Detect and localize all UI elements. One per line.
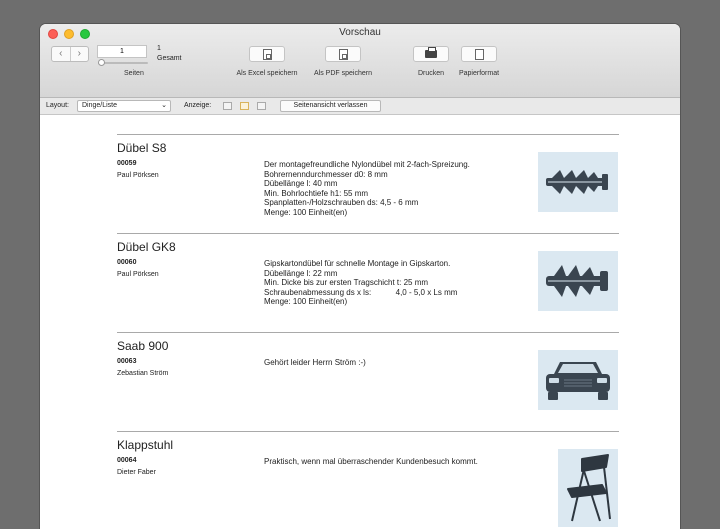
item-title: Saab 900 [117, 339, 169, 353]
exit-page-view-button[interactable]: Seitenansicht verlassen [280, 100, 381, 112]
excel-file-icon [263, 49, 272, 60]
car-image [538, 350, 618, 410]
layout-select-value: Dinge/Liste [82, 102, 118, 109]
save-as-pdf-button[interactable] [325, 46, 361, 62]
wall-plug-image [538, 152, 618, 212]
window-title: Vorschau [339, 27, 381, 38]
previous-page-button[interactable]: ‹ [52, 47, 70, 61]
save-as-excel-button[interactable] [249, 46, 285, 62]
drywall-plug-image [538, 251, 618, 311]
item-description [264, 160, 534, 217]
page-format-icon [475, 49, 484, 60]
grid-view-icon[interactable] [257, 102, 266, 110]
description-line: Min. Bohrlochtiefe h1: 55 mm [264, 188, 369, 198]
item-owner: Dieter Faber [117, 469, 156, 476]
description-line: Gipskartondübel für schnelle Montage in Gipskarton. [264, 259, 451, 268]
layout-label: Layout: [46, 102, 69, 109]
description-line: Menge: 100 Einheit(en) [264, 207, 348, 217]
page-navigation [51, 46, 89, 62]
item-owner: Paul Pörksen [117, 271, 159, 278]
save-as-excel-label: Als Excel speichern [236, 70, 298, 77]
description-line: Schraubenabmessung ds x ls: 4,0 - 5,0 x Ls mm [264, 287, 458, 297]
total-pages-count: 1 [157, 45, 161, 52]
description-line: Menge: 100 Einheit(en) [264, 297, 348, 306]
item-description [264, 358, 534, 368]
chevron-updown-icon: ⌄ [161, 102, 167, 109]
page-format-label: Papierformat [458, 70, 500, 77]
item-title: Klappstuhl [117, 438, 174, 452]
item-description [264, 259, 534, 307]
layout-bar [40, 98, 680, 115]
print-label: Drucken [417, 70, 445, 77]
description-line: Gehört leider Herrn Ström :-) [264, 358, 366, 367]
item-title: Dübel GK8 [117, 240, 176, 254]
description-line: Min. Dicke bis zur ersten Tragschicht t: 25 mm [264, 278, 429, 287]
list-item [117, 431, 619, 529]
drywall-plug-icon [538, 251, 618, 311]
toolbar [40, 24, 680, 98]
pdf-file-icon [339, 49, 348, 60]
pages-label: Seiten [124, 70, 144, 77]
page-slider-knob[interactable] [98, 59, 105, 66]
item-title: Dübel S8 [117, 141, 167, 155]
item-id: 00060 [117, 259, 137, 266]
save-as-pdf-label: Als PDF speichern [314, 70, 372, 77]
description-line: Praktisch, wenn mal überraschender Kundenbesuch kommt. [264, 457, 478, 466]
item-id: 00064 [117, 457, 137, 464]
description-line: Der montagefreundliche Nylondübel mit 2-fach-Spreizung. [264, 160, 470, 169]
folding-chair-icon [558, 449, 618, 527]
folding-chair-image [558, 449, 618, 527]
item-id: 00059 [117, 160, 137, 167]
page-slider[interactable] [98, 62, 148, 64]
preview-window [40, 24, 680, 529]
item-owner: Paul Pörksen [117, 172, 159, 179]
preview-page [40, 116, 680, 529]
page-view-icon[interactable] [240, 102, 249, 110]
description-line: Bohrernenndurchmesser d0: 8 mm [264, 169, 388, 179]
item-description [264, 457, 534, 467]
list-item [117, 332, 619, 431]
description-line: Dübellänge l: 40 mm [264, 179, 338, 188]
list-item [117, 233, 619, 332]
display-label: Anzeige: [184, 102, 212, 109]
total-pages-label: Gesamt [157, 55, 182, 62]
wall-plug-icon [538, 152, 618, 212]
item-owner: Zebastian Ström [117, 370, 169, 377]
item-id: 00063 [117, 358, 137, 365]
page-number-field[interactable] [97, 45, 147, 58]
description-line: Spanplatten-/Holzschrauben ds: 4,5 - 6 mm [264, 198, 419, 207]
layout-select[interactable] [77, 100, 171, 112]
next-page-button[interactable]: › [70, 47, 89, 61]
page-format-button[interactable] [461, 46, 497, 62]
printer-icon [425, 50, 437, 58]
list-view-icon[interactable] [223, 102, 232, 110]
list-item [117, 134, 619, 233]
car-icon [538, 350, 618, 410]
description-line: Dübellänge l: 22 mm [264, 268, 338, 278]
print-button[interactable] [413, 46, 449, 62]
